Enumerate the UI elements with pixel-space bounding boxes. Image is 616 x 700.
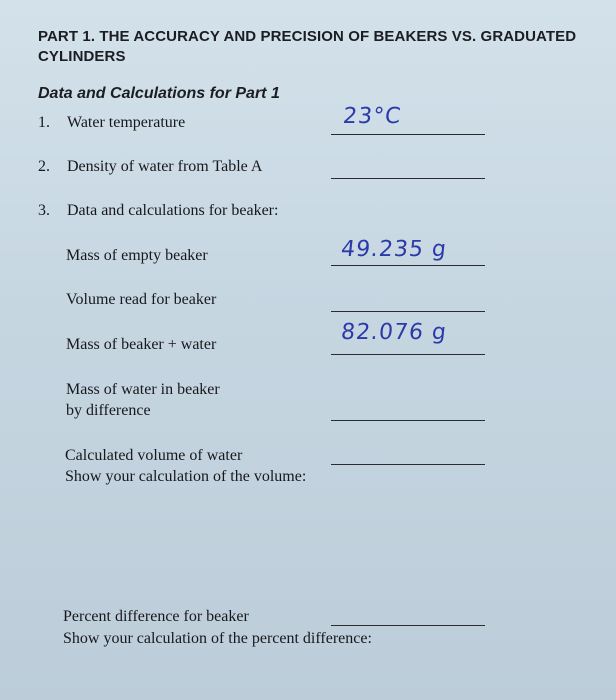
mass-empty-beaker-label: Mass of empty beaker <box>66 247 208 264</box>
percent-difference-answer-line <box>331 625 485 626</box>
mass-empty-beaker-answer-line <box>331 265 485 266</box>
density-answer-line <box>331 178 485 179</box>
percent-difference-label: Percent difference for beaker <box>63 608 249 625</box>
calculated-volume-label: Calculated volume of water <box>65 447 243 464</box>
calculated-volume-answer-line <box>331 464 485 465</box>
mass-water-answer-line <box>331 420 485 421</box>
volume-read-label: Volume read for beaker <box>66 291 217 308</box>
percent-difference-instruction: Show your calculation of the percent difference: <box>63 630 372 647</box>
section-subtitle: Data and Calculations for Part 1 <box>38 85 280 102</box>
water-temperature-label: Water temperature <box>67 114 186 131</box>
volume-calculation-instruction: Show your calculation of the volume: <box>65 468 307 485</box>
item-number-2: 2. <box>38 158 50 175</box>
mass-beaker-water-answer-line <box>331 354 485 355</box>
density-label: Density of water from Table A <box>67 158 263 175</box>
mass-beaker-water-label: Mass of beaker + water <box>66 336 217 353</box>
volume-read-answer-line <box>331 311 485 312</box>
mass-beaker-water-value[interactable]: 82.076 g <box>339 320 449 345</box>
beaker-data-label: Data and calculations for beaker: <box>67 202 279 219</box>
part-heading-continued: CYLINDERS <box>38 48 126 65</box>
item-number-1: 1. <box>38 114 50 131</box>
water-temperature-value[interactable]: 23°C <box>341 104 403 129</box>
mass-water-label: Mass of water in beaker <box>66 381 220 398</box>
water-temperature-answer-line <box>331 134 485 135</box>
item-number-3: 3. <box>38 202 50 219</box>
part-heading: PART 1. THE ACCURACY AND PRECISION OF BEAKERS VS. GRADUATED <box>38 28 577 45</box>
mass-empty-beaker-value[interactable]: 49.235 g <box>339 237 449 262</box>
mass-water-label-continued: by difference <box>66 402 151 419</box>
